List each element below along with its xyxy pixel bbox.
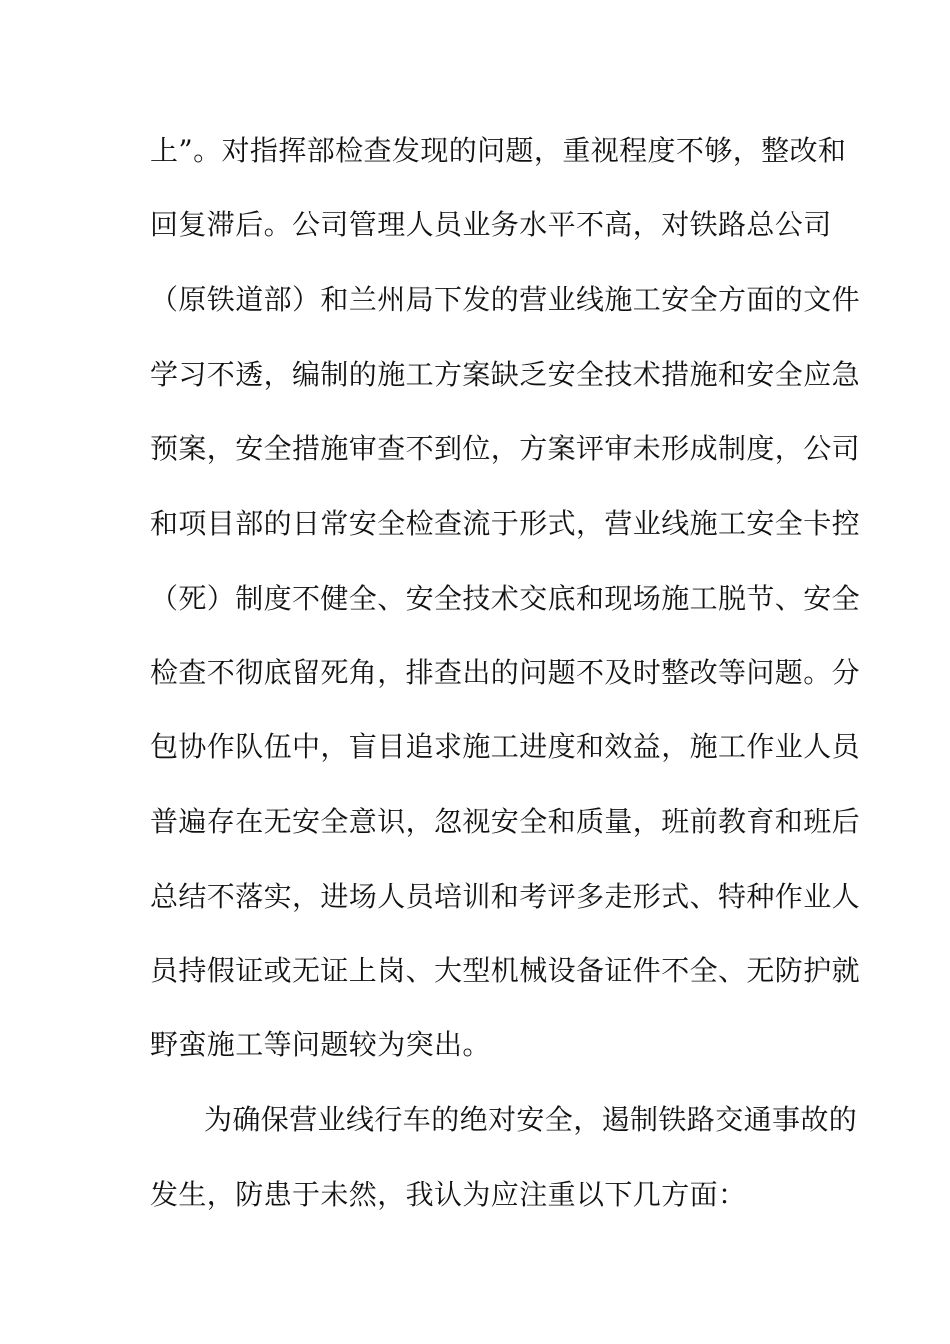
text-line: 和项目部的日常安全检查流于形式，营业线施工安全卡控: [150, 507, 861, 540]
text-line: 发生，防患于未然，我认为应注重以下几方面：: [150, 1178, 747, 1211]
text-line: 野蛮施工等问题较为突出。: [150, 1028, 491, 1061]
paragraph-first-line: 为确保营业线行车的绝对安全，遏制铁路交通事故的: [204, 1103, 858, 1136]
text-line: 员持假证或无证上岗、大型机械设备证件不全、无防护就: [150, 954, 861, 987]
text-line: 总结不落实，进场人员培训和考评多走形式、特种作业人: [150, 880, 861, 913]
text-line: 学习不透，编制的施工方案缺乏安全技术措施和安全应急: [150, 358, 861, 391]
text-line: 上”。对指挥部检查发现的问题，重视程度不够，整改和: [150, 134, 847, 167]
text-line: （原铁道部）和兰州局下发的营业线施工安全方面的文件: [150, 283, 861, 316]
text-line: 普遍存在无安全意识，忽视安全和质量，班前教育和班后: [150, 805, 861, 838]
text-line: 回复滞后。公司管理人员业务水平不高，对铁路总公司: [150, 208, 832, 241]
text-line: （死）制度不健全、安全技术交底和现场施工脱节、安全: [150, 582, 861, 615]
text-line: 预案，安全措施审查不到位，方案评审未形成制度，公司: [150, 432, 861, 465]
text-line: 包协作队伍中，盲目追求施工进度和效益，施工作业人员: [150, 730, 861, 763]
text-line: 检查不彻底留死角，排查出的问题不及时整改等问题。分: [150, 656, 861, 689]
